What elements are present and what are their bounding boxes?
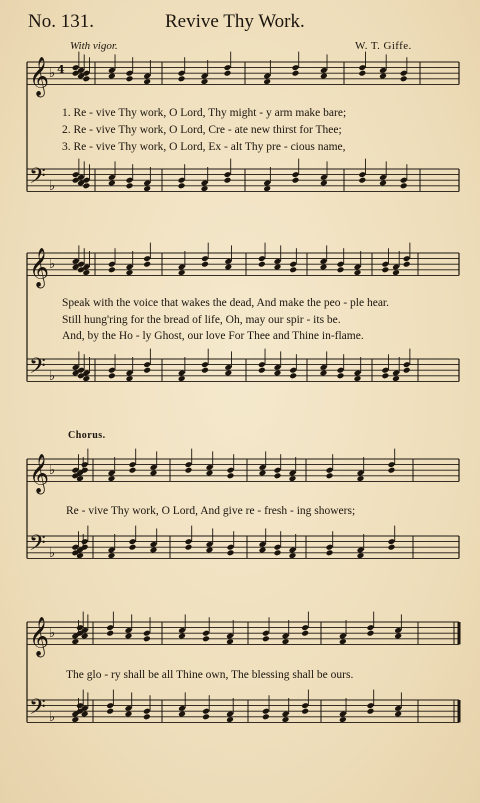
note-head <box>337 261 345 268</box>
note-head <box>367 708 375 715</box>
note-head <box>400 182 408 189</box>
note-head <box>301 702 309 709</box>
time-signature: 4 <box>57 63 65 77</box>
flat-sign-icon: ♭ <box>49 709 56 725</box>
lyric-line-verse-3: 3. Re - vive Thy work, O Lord, Ex - alt Thy pre - cious name, <box>62 141 346 153</box>
note-head <box>400 75 408 82</box>
note-head <box>289 261 297 268</box>
note-head <box>126 177 134 184</box>
note-head <box>326 472 334 479</box>
note-head <box>201 367 209 374</box>
note-head <box>337 266 345 273</box>
note-head <box>274 472 282 479</box>
lyric-line-chorus-end: The glo - ry shall be all Thine own, The blessing shall be ours. <box>66 669 354 681</box>
note-head <box>381 261 389 268</box>
flat-sign-icon: ♭ <box>49 66 56 82</box>
note-head <box>403 261 411 268</box>
note-head <box>301 630 309 637</box>
note-head <box>292 171 300 178</box>
flat-sign-icon: ♭ <box>49 257 56 273</box>
note-head <box>301 624 309 631</box>
note-head <box>129 467 137 474</box>
note-head <box>106 702 114 709</box>
note-head <box>108 266 116 273</box>
note-head <box>358 177 366 184</box>
note-head <box>108 261 116 268</box>
flat-sign-icon: ♭ <box>49 368 56 384</box>
treble-clef-icon: 𝄞 <box>29 616 50 657</box>
note-head <box>403 255 411 262</box>
note-head <box>388 544 396 551</box>
note-head <box>227 467 235 474</box>
note-head <box>106 708 114 715</box>
note-head <box>258 361 266 368</box>
note-head <box>202 713 210 720</box>
bass-clef-icon: 𝄢 <box>29 163 46 194</box>
note-head <box>227 544 235 551</box>
note-head <box>358 171 366 178</box>
note-head <box>178 70 186 77</box>
note-head <box>367 702 375 709</box>
composer-credit: W. T. Giffe. <box>355 40 412 52</box>
note-head <box>143 713 151 720</box>
note-head <box>224 177 232 184</box>
note-head <box>201 261 209 268</box>
note-head <box>262 635 270 642</box>
note-head <box>126 75 134 82</box>
flat-sign-icon: ♭ <box>49 626 56 642</box>
note-head <box>358 70 366 77</box>
note-head <box>227 549 235 556</box>
note-head <box>185 538 193 545</box>
note-head <box>388 461 396 468</box>
note-head <box>224 64 232 71</box>
note-head <box>185 467 193 474</box>
flat-sign-icon: ♭ <box>49 545 56 561</box>
note-head <box>403 367 411 374</box>
note-head <box>358 64 366 71</box>
note-head <box>202 635 210 642</box>
note-head <box>367 624 375 631</box>
note-head <box>274 549 282 556</box>
note-head <box>143 261 151 268</box>
note-head <box>178 177 186 184</box>
note-head <box>262 630 270 637</box>
note-head <box>400 177 408 184</box>
lyric-line-verse-3: And, by the Ho - ly Ghost, our love For Thee and Thine in-flame. <box>62 330 364 342</box>
lyric-line-chorus: Re - vive Thy work, O Lord, And give re - fresh - ing showers; <box>66 505 356 517</box>
note-head <box>388 467 396 474</box>
chorus-label: Chorus. <box>68 430 106 441</box>
treble-clef-icon: 𝄞 <box>29 247 50 288</box>
note-head <box>337 372 345 379</box>
note-head <box>201 361 209 368</box>
note-head <box>289 367 297 374</box>
note-head <box>274 544 282 551</box>
bass-clef-icon: 𝄢 <box>29 353 46 384</box>
note-head <box>301 708 309 715</box>
note-head <box>129 544 137 551</box>
note-head <box>381 372 389 379</box>
note-head <box>326 544 334 551</box>
note-head <box>201 255 209 262</box>
note-head <box>258 367 266 374</box>
bass-clef-icon: 𝄢 <box>29 694 46 725</box>
note-head <box>108 372 116 379</box>
lyric-line-verse-1: Speak with the voice that wakes the dead, And make the peo - ple hear. <box>62 297 390 309</box>
note-head <box>143 255 151 262</box>
lyric-line-verse-2: 2. Re - vive Thy work, O Lord, Cre - ate new thirst for Thee; <box>62 124 342 136</box>
note-head <box>292 177 300 184</box>
note-head <box>258 261 266 268</box>
note-head <box>202 630 210 637</box>
note-head <box>108 367 116 374</box>
treble-clef-icon: 𝄞 <box>29 56 50 97</box>
hymn-title: Revive Thy Work. <box>165 11 305 32</box>
note-head <box>224 70 232 77</box>
note-head <box>289 266 297 273</box>
note-head <box>106 630 114 637</box>
note-head <box>262 713 270 720</box>
note-head <box>178 182 186 189</box>
note-head <box>381 266 389 273</box>
note-head <box>289 372 297 379</box>
note-head <box>381 367 389 374</box>
note-head <box>126 182 134 189</box>
hymn-number: No. 131. <box>28 11 94 32</box>
bass-clef-icon: 𝄢 <box>29 530 46 561</box>
note-head <box>403 361 411 368</box>
note-head <box>178 75 186 82</box>
note-head <box>143 630 151 637</box>
note-head <box>185 461 193 468</box>
note-head <box>185 544 193 551</box>
note-head <box>129 461 137 468</box>
tempo-marking: With vigor. <box>70 40 118 52</box>
note-head <box>81 538 89 545</box>
note-head <box>258 255 266 262</box>
note-head <box>274 467 282 474</box>
note-head <box>81 461 89 468</box>
note-head <box>292 70 300 77</box>
flat-sign-icon: ♭ <box>49 463 56 479</box>
note-head <box>143 635 151 642</box>
note-head <box>224 171 232 178</box>
note-head <box>106 624 114 631</box>
lyric-line-verse-1: 1. Re - vive Thy work, O Lord, Thy might - y arm make bare; <box>62 107 347 119</box>
note-head <box>143 708 151 715</box>
flat-sign-icon: ♭ <box>49 178 56 194</box>
note-head <box>400 70 408 77</box>
note-head <box>227 472 235 479</box>
note-head <box>326 549 334 556</box>
note-head <box>388 538 396 545</box>
note-head <box>292 64 300 71</box>
note-head <box>202 708 210 715</box>
note-head <box>337 367 345 374</box>
note-head <box>129 538 137 545</box>
lyric-line-verse-2: Still hung'ring for the bread of life, Oh, may our spir - its be. <box>62 314 341 326</box>
note-head <box>367 630 375 637</box>
note-head <box>143 367 151 374</box>
note-head <box>143 361 151 368</box>
note-head <box>262 708 270 715</box>
note-head <box>326 467 334 474</box>
treble-clef-icon: 𝄞 <box>29 453 50 494</box>
note-head <box>126 70 134 77</box>
